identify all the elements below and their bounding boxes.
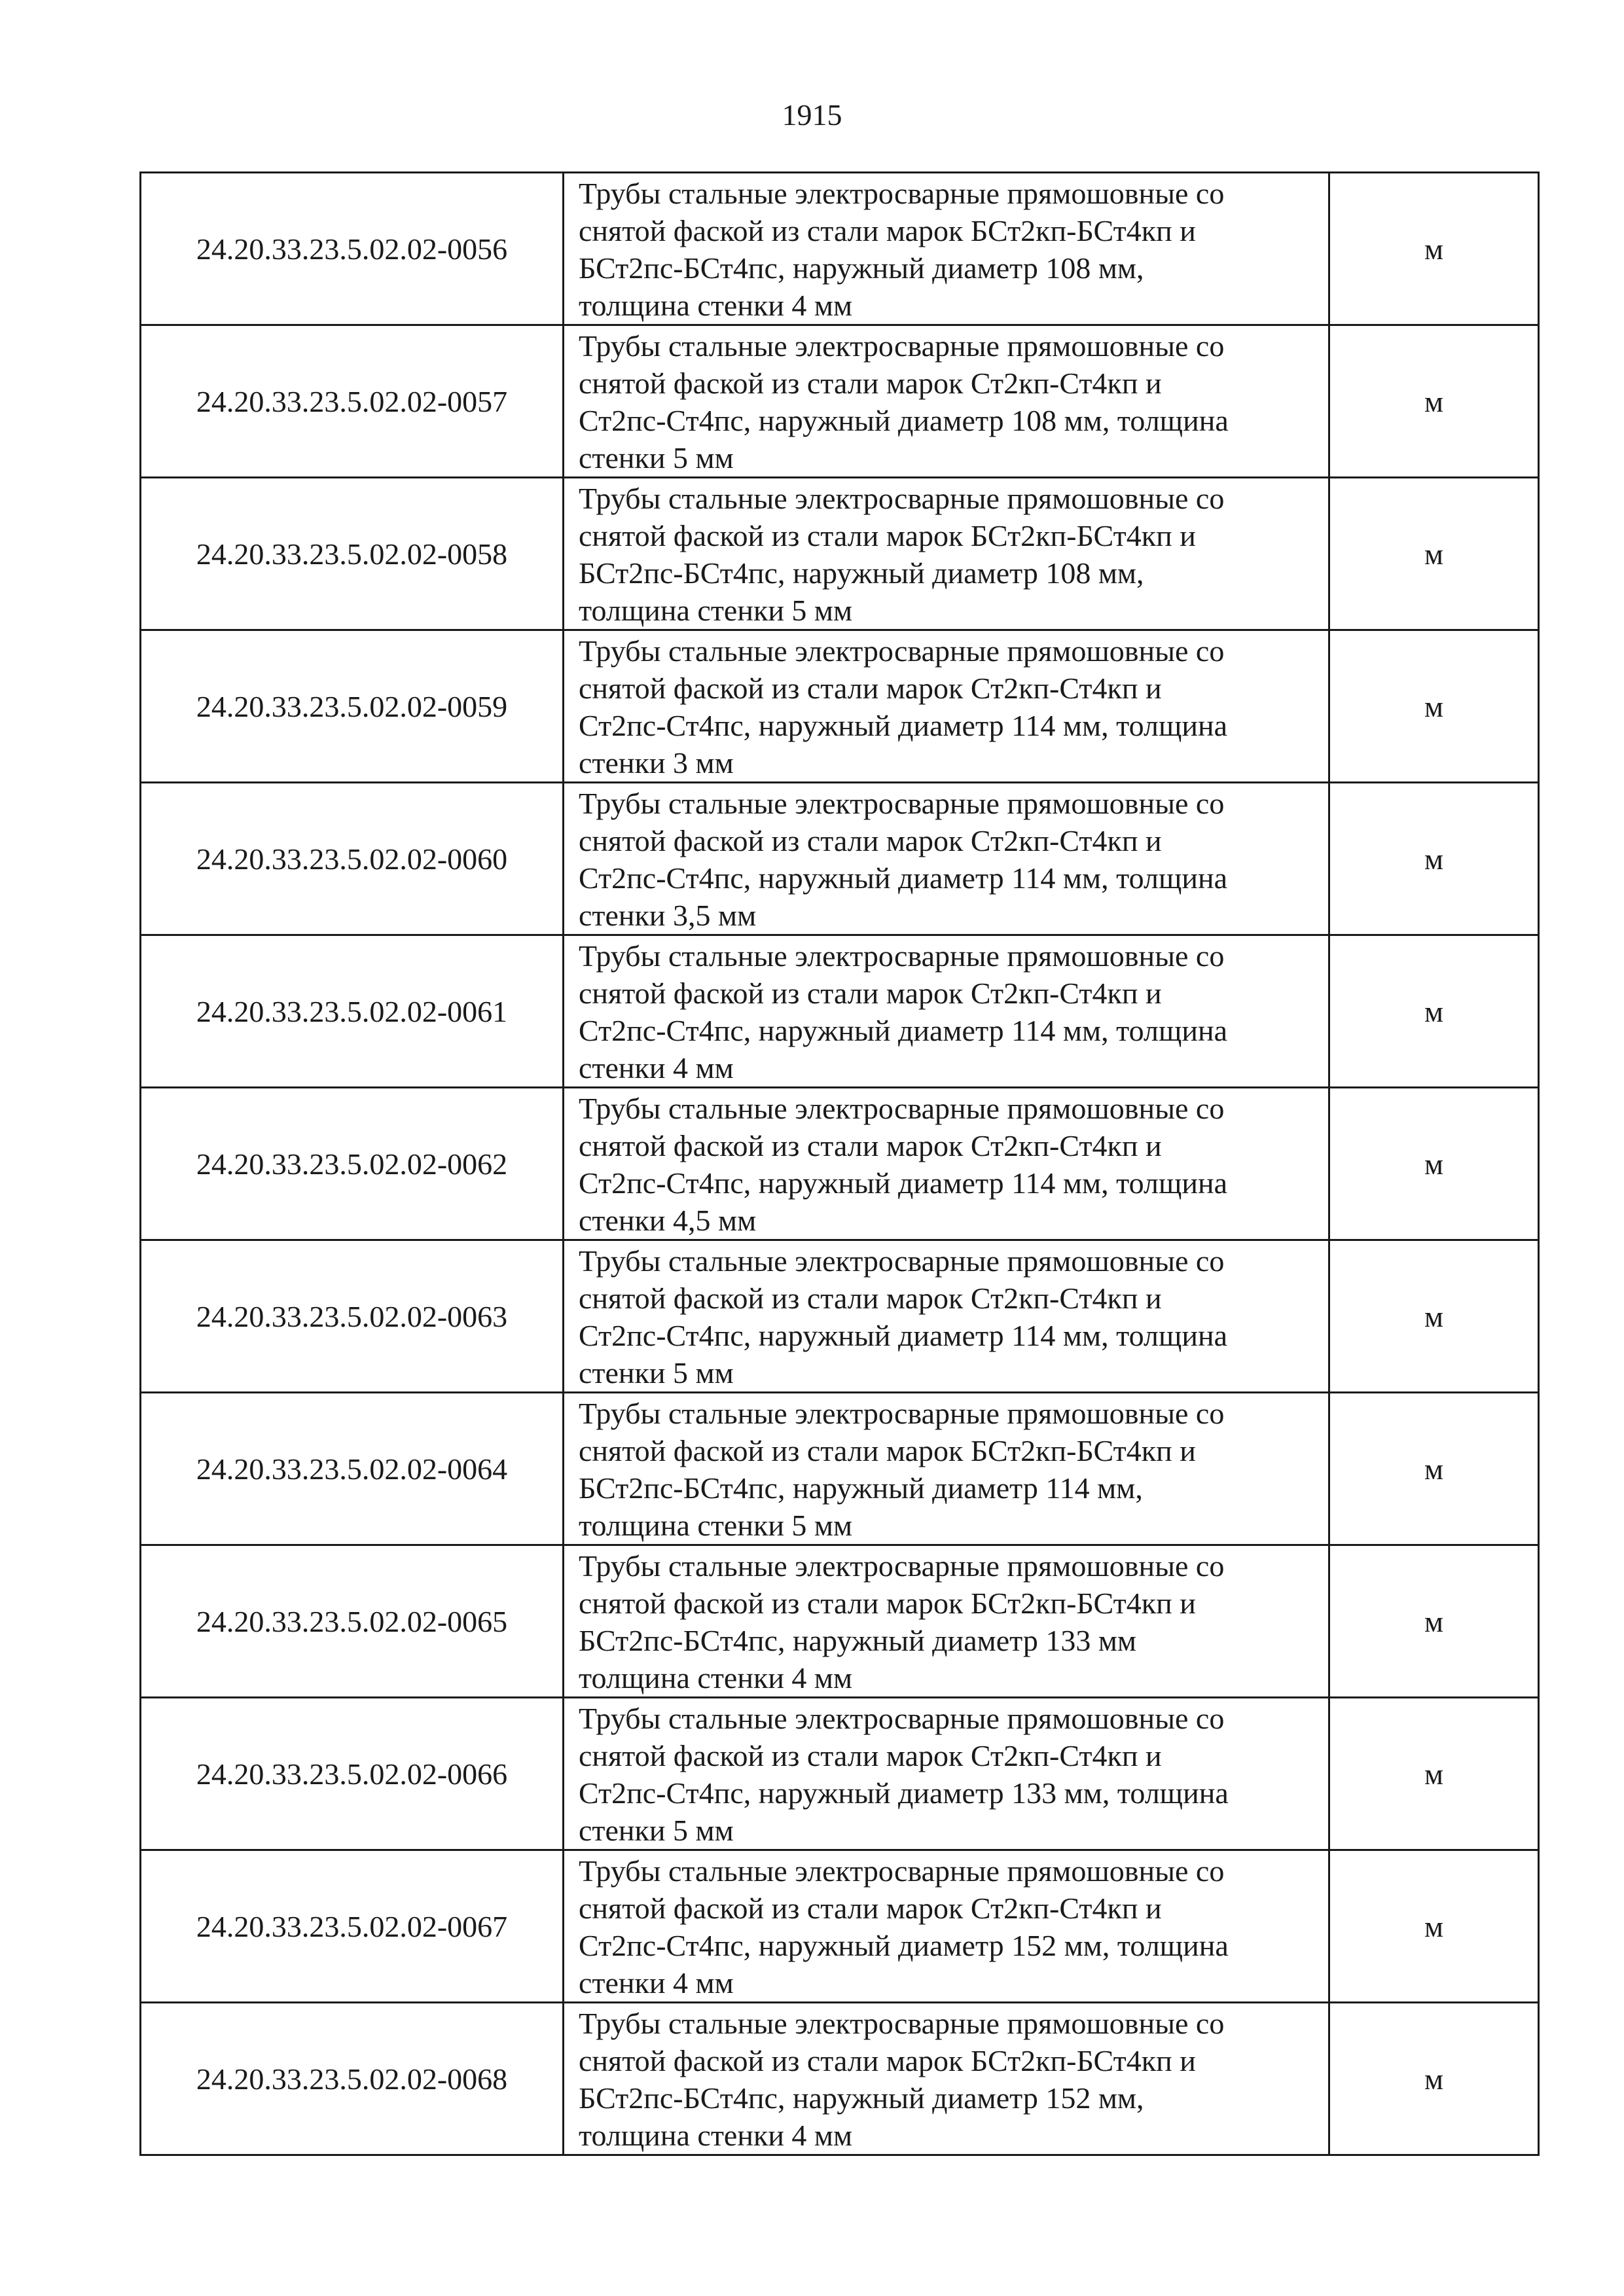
description-line: Ст2пс-Ст4пс, наружный диаметр 114 мм, толщина [579,1014,1228,1047]
description-line: снятой фаской из стали марок БСт2кп-БСт4кп и [579,519,1196,552]
resource-description [564,1088,1329,1240]
resource-description [564,1698,1329,1850]
table-row [141,1240,1539,1393]
description-line: БСт2пс-БСт4пс, наружный диаметр 133 мм [579,1624,1137,1657]
table-row [141,630,1539,783]
description-line: Трубы стальные электросварные прямошовные со [579,1702,1225,1735]
description-line: снятой фаской из стали марок БСт2кп-БСт4кп и [579,1587,1196,1620]
description-line: снятой фаской из стали марок Ст2кп-Ст4кп и [579,1739,1162,1772]
unit-of-measure: м [1329,325,1539,478]
resource-description [564,1850,1329,2003]
description-line: снятой фаской из стали марок БСт2кп-БСт4кп и [579,2044,1196,2077]
description-line: Ст2пс-Ст4пс, наружный диаметр 114 мм, толщина [579,1319,1228,1352]
unit-of-measure: м [1329,1850,1539,2003]
resource-code: 24.20.33.23.5.02.02-0068 [141,2003,564,2155]
description-line: Трубы стальные электросварные прямошовные со [579,2007,1225,2040]
description-line: стенки 4,5 мм [579,1204,757,1237]
unit-of-measure: м [1329,1698,1539,1850]
description-line: снятой фаской из стали марок Ст2кп-Ст4кп и [579,367,1162,400]
resource-description [564,935,1329,1088]
table-row [141,1088,1539,1240]
unit-of-measure: м [1329,935,1539,1088]
description-line: Трубы стальные электросварные прямошовные со [579,482,1225,515]
table-row [141,1393,1539,1545]
description-line: Трубы стальные электросварные прямошовные со [579,634,1225,668]
description-line: Ст2пс-Ст4пс, наружный диаметр 133 мм, толщина [579,1776,1229,1810]
resource-code: 24.20.33.23.5.02.02-0066 [141,1698,564,1850]
page-number: 1915 [782,98,842,132]
description-line: Ст2пс-Ст4пс, наружный диаметр 152 мм, толщина [579,1929,1229,1962]
unit-of-measure: м [1329,1088,1539,1240]
description-line: БСт2пс-БСт4пс, наружный диаметр 108 мм, [579,556,1144,590]
resource-description [564,1240,1329,1393]
description-line: БСт2пс-БСт4пс, наружный диаметр 108 мм, [579,251,1144,285]
description-line: снятой фаской из стали марок Ст2кп-Ст4кп и [579,1129,1162,1162]
table-row [141,325,1539,478]
unit-of-measure: м [1329,630,1539,783]
unit-of-measure: м [1329,2003,1539,2155]
table-row [141,935,1539,1088]
resource-code: 24.20.33.23.5.02.02-0063 [141,1240,564,1393]
table-row [141,478,1539,630]
description-line: Трубы стальные электросварные прямошовные со [579,329,1225,363]
resource-code: 24.20.33.23.5.02.02-0058 [141,478,564,630]
description-line: Трубы стальные электросварные прямошовные со [579,1397,1225,1430]
description-line: снятой фаской из стали марок Ст2кп-Ст4кп и [579,1282,1162,1315]
resource-description [564,325,1329,478]
unit-of-measure: м [1329,1393,1539,1545]
resource-code: 24.20.33.23.5.02.02-0064 [141,1393,564,1545]
description-line: Трубы стальные электросварные прямошовные со [579,787,1225,820]
resource-code: 24.20.33.23.5.02.02-0065 [141,1545,564,1698]
unit-of-measure: м [1329,173,1539,325]
resource-table [139,171,1540,2156]
resource-code: 24.20.33.23.5.02.02-0062 [141,1088,564,1240]
table-row [141,2003,1539,2155]
description-line: стенки 4 мм [579,1966,734,2000]
description-line: снятой фаской из стали марок Ст2кп-Ст4кп и [579,824,1162,857]
table-body [141,173,1539,2155]
description-line: Ст2пс-Ст4пс, наружный диаметр 108 мм, толщина [579,404,1229,437]
description-line: Трубы стальные электросварные прямошовные со [579,1549,1225,1583]
description-line: стенки 3 мм [579,746,734,780]
description-line: Трубы стальные электросварные прямошовные со [579,1854,1225,1888]
table-row [141,1545,1539,1698]
description-line: снятой фаской из стали марок БСт2кп-БСт4кп и [579,1434,1196,1467]
resource-code: 24.20.33.23.5.02.02-0061 [141,935,564,1088]
unit-of-measure: м [1329,783,1539,935]
description-line: Трубы стальные электросварные прямошовные со [579,939,1225,973]
resource-code: 24.20.33.23.5.02.02-0059 [141,630,564,783]
description-line: Трубы стальные электросварные прямошовные со [579,177,1225,210]
resource-description [564,630,1329,783]
description-line: БСт2пс-БСт4пс, наружный диаметр 114 мм, [579,1471,1143,1505]
description-line: стенки 4 мм [579,1051,734,1085]
resource-description [564,1545,1329,1698]
resource-description [564,2003,1329,2155]
description-line: толщина стенки 5 мм [579,1509,853,1542]
resource-code: 24.20.33.23.5.02.02-0056 [141,173,564,325]
description-line: Трубы стальные электросварные прямошовные со [579,1244,1225,1278]
table-row [141,783,1539,935]
description-line: Ст2пс-Ст4пс, наружный диаметр 114 мм, толщина [579,1166,1228,1200]
description-line: БСт2пс-БСт4пс, наружный диаметр 152 мм, [579,2081,1144,2115]
resource-description [564,1393,1329,1545]
resource-code: 24.20.33.23.5.02.02-0067 [141,1850,564,2003]
description-line: снятой фаской из стали марок БСт2кп-БСт4кп и [579,214,1196,247]
description-line: снятой фаской из стали марок Ст2кп-Ст4кп и [579,672,1162,705]
table-row [141,1698,1539,1850]
description-line: снятой фаской из стали марок Ст2кп-Ст4кп и [579,977,1162,1010]
description-line: Ст2пс-Ст4пс, наружный диаметр 114 мм, толщина [579,709,1228,742]
table-row [141,1850,1539,2003]
description-line: толщина стенки 5 мм [579,594,853,627]
description-line: стенки 5 мм [579,441,734,475]
description-line: Трубы стальные электросварные прямошовные со [579,1092,1225,1125]
resource-code: 24.20.33.23.5.02.02-0060 [141,783,564,935]
resource-description [564,173,1329,325]
resource-description [564,478,1329,630]
description-line: толщина стенки 4 мм [579,1661,853,1695]
unit-of-measure: м [1329,1545,1539,1698]
description-line: снятой фаской из стали марок Ст2кп-Ст4кп и [579,1892,1162,1925]
description-line: толщина стенки 4 мм [579,289,853,322]
unit-of-measure: м [1329,478,1539,630]
resource-code: 24.20.33.23.5.02.02-0057 [141,325,564,478]
description-line: толщина стенки 4 мм [579,2119,853,2152]
table-row [141,173,1539,325]
resource-description [564,783,1329,935]
description-line: стенки 3,5 мм [579,899,757,932]
description-line: стенки 5 мм [579,1814,734,1847]
description-line: Ст2пс-Ст4пс, наружный диаметр 114 мм, толщина [579,861,1228,895]
description-line: стенки 5 мм [579,1356,734,1390]
unit-of-measure: м [1329,1240,1539,1393]
